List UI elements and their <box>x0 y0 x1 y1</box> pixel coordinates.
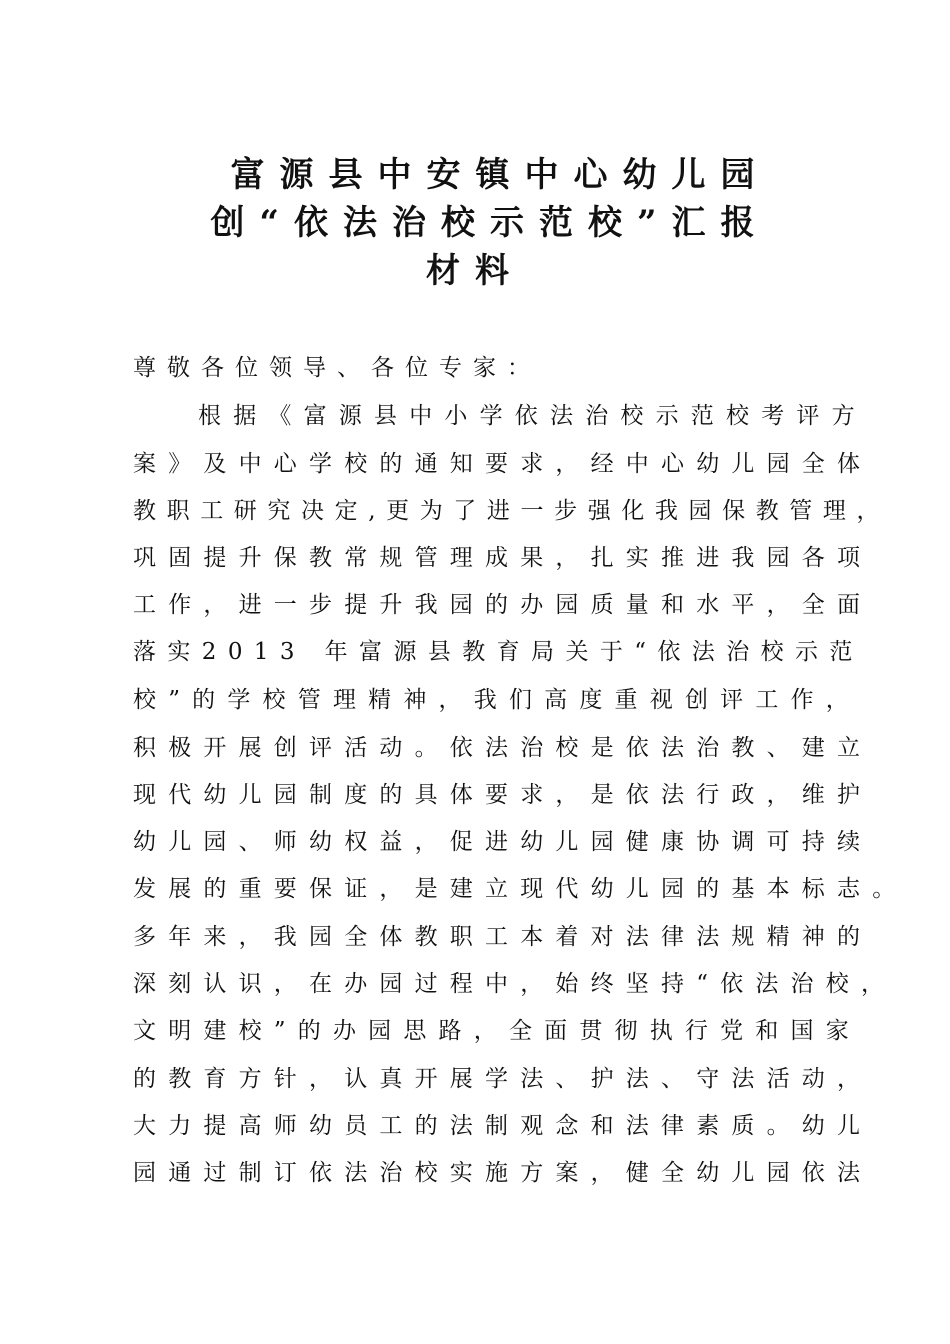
body-line: 的教育方针，认真开展学法、护法、守法活动， <box>133 1066 873 1092</box>
body-line: 校”的学校管理精神，我们高度重视创评工作， <box>133 687 861 713</box>
body-line: 工作，进一步提升我园的办园质量和水平，全面 <box>133 592 873 618</box>
body-line: 落实2013 年富源县教育局关于“依法治校示范 <box>133 639 864 665</box>
body-line: 幼儿园、师幼权益，促进幼儿园健康协调可持续 <box>133 829 873 855</box>
body-line: 现代幼儿园制度的具体要求，是依法行政，维护 <box>133 782 873 808</box>
body-line: 发展的重要保证，是建立现代幼儿园的基本标志。 <box>133 876 908 902</box>
body-line: 积极开展创评活动。依法治校是依法治教、建立 <box>133 735 873 761</box>
body-line: 深刻认识，在办园过程中，始终坚持“依法治校， <box>133 971 897 997</box>
body-line: 园通过制订依法治校实施方案，健全幼儿园依法 <box>133 1160 873 1186</box>
body-line: 大力提高师幼员工的法制观念和法律素质。幼儿 <box>133 1113 873 1139</box>
document-title-line-2: 创“依法治校示范校”汇报 <box>210 203 770 243</box>
document-title-line-3: 材料 <box>426 251 524 291</box>
body-line: 教职工研究决定,更为了进一步强化我园保教管理， <box>133 498 891 524</box>
body-line: 巩固提升保教常规管理成果，扎实推进我园各项 <box>133 545 873 571</box>
body-line: 案》及中心学校的通知要求，经中心幼儿园全体 <box>133 451 873 477</box>
body-line: 文明建校”的办园思路，全面贯彻执行党和国家 <box>133 1018 861 1044</box>
greeting: 尊敬各位领导、各位专家： <box>133 355 541 381</box>
body-line: 多年来，我园全体教职工本着对法律法规精神的 <box>133 924 873 950</box>
body-line: 根据《富源县中小学依法治校示范校考评方 <box>198 403 867 429</box>
document-title-line-1: 富源县中安镇中心幼儿园 <box>230 155 770 195</box>
